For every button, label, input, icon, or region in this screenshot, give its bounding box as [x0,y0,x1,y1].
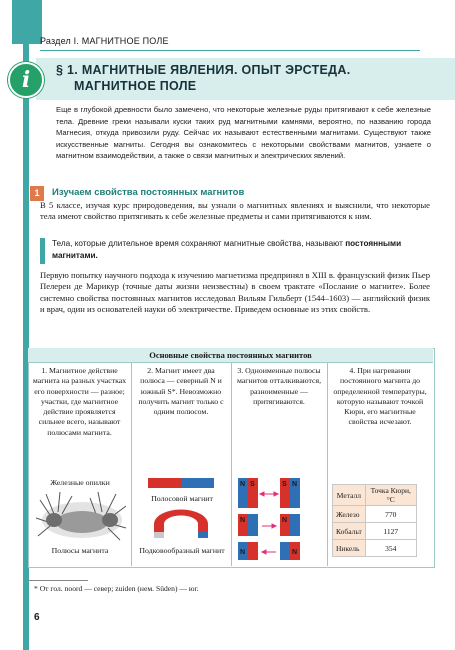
pole-label-n: N [240,549,246,556]
definition-term: постоянными магнитами. [52,239,402,260]
footnote-rule [28,580,88,581]
magnet-interaction-diagram [234,474,324,564]
definition-bar [40,238,45,264]
page-title-line2: МАГНИТНОЕ ПОЛЕ [74,79,197,93]
magnet-poles-label: Полюсы магнита [51,546,109,555]
pole-label-n: N [240,517,246,524]
pole-label-n: N [292,549,298,556]
properties-table-title: Основные свойства постоянных магнитов [28,348,433,363]
definition [52,238,432,262]
page-title [56,62,446,94]
horseshoe-magnet-label: Подковообразный магнит [139,546,225,555]
footnote: * От гол. noord — север; zuiden (нем. Süden) — юг. [34,584,199,593]
horseshoe-magnet-icon [150,508,212,540]
definition-text: Тела, которые длительное время сохраняют магнитные свойства, называют [52,239,343,248]
curie-metal: Железо [333,506,366,523]
iron-filings-illustration [32,488,128,544]
curie-value: 1127 [365,523,416,540]
curie-table [332,484,417,557]
curie-header-point: Точка Кюри, °С [365,485,416,506]
header-rule [40,50,420,51]
section-title: Изучаем свойства постоянных магнитов [52,187,245,198]
curie-value: 354 [365,540,416,557]
pole-label-n: N [240,481,246,488]
section-header: Раздел I. МАГНИТНОЕ ПОЛЕ [40,36,169,46]
bar-magnet-label: Полосовой магнит [151,494,213,503]
section-number-badge: 1 [30,186,44,201]
property-4-text: 4. При нагревании постоянного магнита до определенной температуры, которую называют точкой Кюри, его магнитные свойства исчезают. [333,366,427,427]
property-1-text: 1. Магнитное действие магнита на разных участках его поверхности — разное; участки, где магнитное действие проявляется сильнее всего, называют полюсами магнита. [32,366,127,437]
info-i-icon: i [8,62,44,98]
bar-magnet-icon [146,476,216,490]
page-title-line1: § 1. МАГНИТНЫЕ ЯВЛЕНИЯ. ОПЫТ ЭРСТЕДА. [56,63,351,77]
curie-metal: Никель [333,540,366,557]
paragraph-2: Первую попытку научного подхода к изучению магнетизма предпринял в XIII в. французский физик Пьер Пелерен де Марикур (точные даты жизни неизвестны) в своем трактате «Послание о магните». Более системно свойства постоянных магнитов исследовал Вильям Гильберт (1544–1603) — английский физик и врач, один из основателей науки об электричестве. Приведем основные из этих свойств. [40,270,430,314]
pole-label-n: N [292,481,298,488]
curie-header-metal: Металл [333,485,366,506]
pole-label-s: S [250,481,255,488]
pole-label-n: N [282,517,288,524]
property-2-text: 2. Магнит имеет два полюса — северный N и южный S*. Невозможно получить магнит только с одним полюсом. [138,366,224,417]
property-3-text: 3. Одноименные полюсы магнитов отталкиваются, разноименные — притягиваются. [236,366,322,406]
intro-paragraph: Еще в глубокой древности было замечено, что некоторые железные руды притягивают к себе железные тела. Древние греки называли куски таких руд магнитными камнями, вероятно, по названию города Магнесия, откуда привозили руду. Сейчас их называют естественными магнитами. Существуют также искусственные магниты. Сегодня вы ознакомитесь с некоторыми свойствами магнитов, узнаете о магнитном взаимодействии, а также о связи магнитных и электрических явлений. [56,105,431,160]
curie-value: 770 [365,506,416,523]
iron-filings-label: Железные опилки [50,478,110,487]
page-number: 6 [34,612,40,623]
pole-label-s: S [282,481,287,488]
curie-metal: Кобальт [333,523,366,540]
paragraph-1: В 5 классе, изучая курс природоведения, вы узнали о магнитных явлениях и выяснили, что некоторые тела имеют свойство притягивать к себе железные предметы и сами притягиваются к ним. [40,200,430,222]
top-teal-tab [12,0,42,44]
